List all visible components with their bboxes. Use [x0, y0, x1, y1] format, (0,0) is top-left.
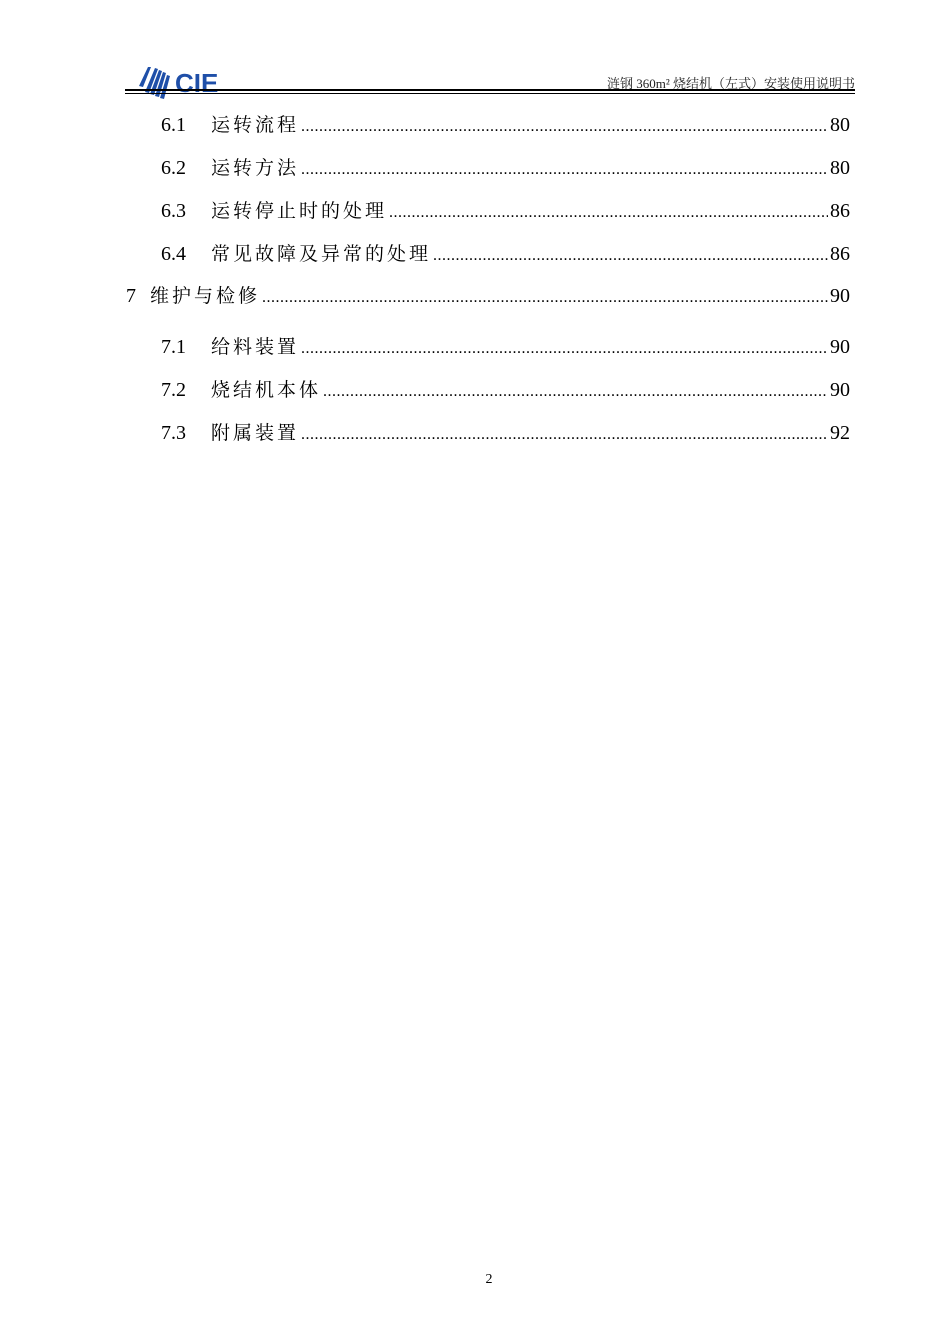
toc-number: 6.2 — [161, 157, 186, 179]
toc-title: 常见故障及异常的处理 — [211, 243, 432, 265]
toc-leader — [433, 247, 828, 265]
toc-title: 运转流程 — [211, 114, 300, 136]
toc-title: 烧结机本体 — [211, 379, 322, 401]
logo-text: CIE — [175, 68, 219, 98]
toc-page: 86 — [830, 243, 850, 265]
toc-page: 90 — [830, 379, 850, 401]
toc-number: 6.3 — [161, 200, 186, 222]
toc-title: 维护与检修 — [150, 285, 261, 307]
toc-page: 90 — [830, 336, 850, 358]
toc-number: 7 — [126, 285, 136, 307]
toc-number: 7.3 — [161, 422, 186, 444]
toc-page: 86 — [830, 200, 850, 222]
toc-leader — [389, 204, 828, 222]
toc-title: 附属装置 — [211, 422, 300, 444]
toc-page: 80 — [830, 157, 850, 179]
toc-entry[interactable] — [126, 281, 850, 307]
toc-entry[interactable] — [161, 375, 850, 401]
toc-number: 7.1 — [161, 336, 186, 358]
toc-leader — [301, 161, 828, 179]
toc-page: 92 — [830, 422, 850, 444]
page-header — [125, 58, 855, 98]
toc-entry[interactable] — [161, 239, 850, 265]
toc-entry[interactable] — [161, 332, 850, 358]
toc-page: 90 — [830, 285, 850, 307]
document-title: 涟钢 360m² 烧结机（左式）安装使用说明书 — [606, 76, 855, 91]
toc-title: 运转方法 — [211, 157, 300, 179]
toc-leader — [262, 289, 828, 307]
toc-leader — [301, 118, 828, 136]
toc-title: 给料装置 — [211, 336, 300, 358]
header-rule-thin — [125, 93, 855, 94]
toc-number: 7.2 — [161, 379, 186, 401]
toc-entry[interactable] — [161, 153, 850, 179]
page-number: 2 — [485, 1272, 493, 1287]
toc-entry[interactable] — [161, 110, 850, 136]
toc-leader — [301, 340, 828, 358]
toc-leader — [301, 426, 828, 444]
toc-number: 6.4 — [161, 243, 186, 265]
toc-leader — [323, 383, 828, 401]
header-rule — [125, 89, 855, 91]
toc-number: 6.1 — [161, 114, 186, 136]
toc-entry[interactable] — [161, 196, 850, 222]
toc-entry[interactable] — [161, 418, 850, 444]
toc-title: 运转停止时的处理 — [211, 200, 388, 222]
cie-logo — [133, 62, 253, 102]
toc-page: 80 — [830, 114, 850, 136]
